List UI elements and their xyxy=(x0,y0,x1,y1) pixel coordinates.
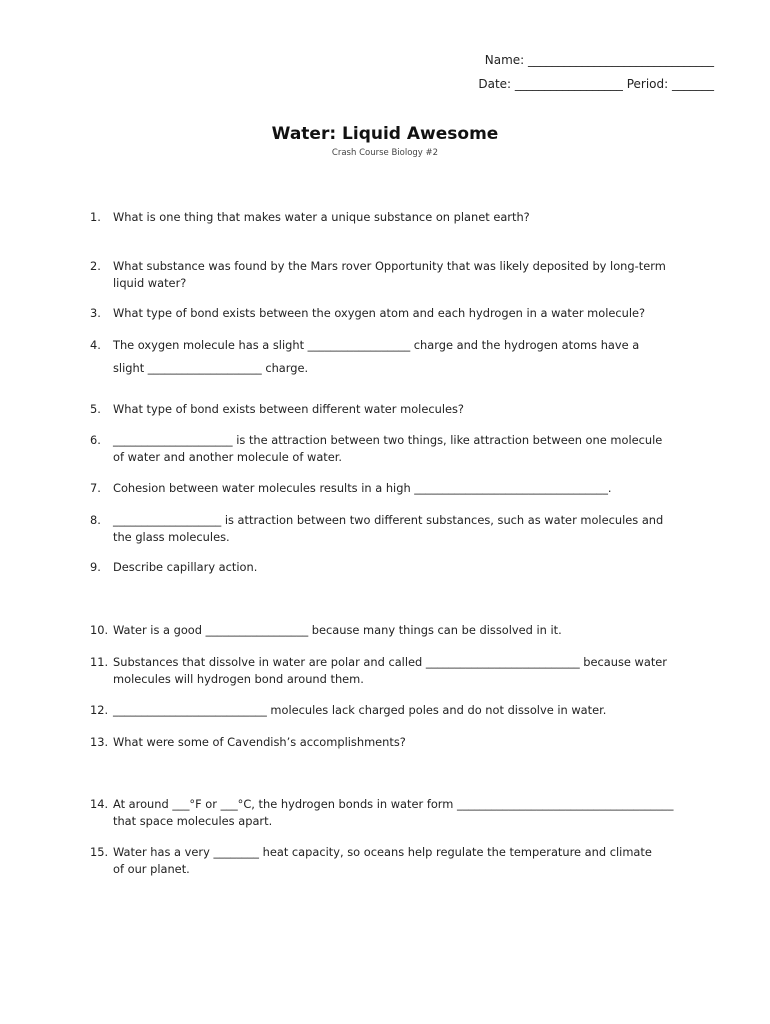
question-3 xyxy=(90,305,710,322)
question-number: 14. xyxy=(90,797,109,811)
question-number: 13. xyxy=(90,735,109,749)
question-text-continued: liquid water? xyxy=(113,275,187,290)
question-text: Water is a good __________________ because many things can be dissolved in it. xyxy=(113,623,562,637)
question-text: What substance was found by the Mars rover Opportunity that was likely deposited by long-term xyxy=(113,259,666,273)
question-text: Cohesion between water molecules results in a high __________________________________. xyxy=(113,481,612,495)
question-text-continued: slight ____________________ charge. xyxy=(113,360,309,375)
question-number: 10. xyxy=(90,623,109,637)
question-number: 5. xyxy=(90,402,101,416)
question-number: 1. xyxy=(90,210,101,224)
question-5 xyxy=(90,401,710,418)
question-text: What is one thing that makes water a unique substance on planet earth? xyxy=(113,210,530,224)
question-2 xyxy=(90,258,710,291)
question-number: 12. xyxy=(90,703,109,717)
question-8 xyxy=(90,512,710,545)
question-text: _____________________ is the attraction between two things, like attraction between one molecule xyxy=(113,433,663,447)
question-number: 6. xyxy=(90,433,101,447)
question-7 xyxy=(90,480,710,497)
worksheet-title: Water: Liquid Awesome xyxy=(271,124,499,144)
question-text: ___________________________ molecules lack charged poles and do not dissolve in water. xyxy=(113,703,607,717)
question-11 xyxy=(90,654,710,687)
date-period-field-label: Date: __________________ Period: _______ xyxy=(478,77,714,91)
question-text-continued: that space molecules apart. xyxy=(113,813,273,828)
question-text-continued: molecules will hydrogen bond around them. xyxy=(113,671,364,686)
question-text: What type of bond exists between the oxygen atom and each hydrogen in a water molecule? xyxy=(113,306,646,320)
question-text: What were some of Cavendish’s accomplishments? xyxy=(113,735,406,749)
question-text: What type of bond exists between different water molecules? xyxy=(113,402,464,416)
question-number: 11. xyxy=(90,655,109,669)
question-10 xyxy=(90,622,710,639)
question-number: 15. xyxy=(90,845,109,859)
question-text: Describe capillary action. xyxy=(113,560,258,574)
question-13 xyxy=(90,734,710,751)
question-12 xyxy=(90,702,710,719)
question-text: ___________________ is attraction between two different substances, such as water molecules and xyxy=(113,513,664,527)
question-text-continued: of our planet. xyxy=(113,861,190,876)
question-number: 2. xyxy=(90,259,101,273)
question-9 xyxy=(90,559,710,576)
question-text-continued: of water and another molecule of water. xyxy=(113,449,343,464)
question-4 xyxy=(90,337,710,376)
question-number: 4. xyxy=(90,338,101,352)
worksheet-subtitle: Crash Course Biology #2 xyxy=(331,148,439,158)
question-text: Water has a very ________ heat capacity, so oceans help regulate the temperature and climate xyxy=(113,845,652,859)
question-6 xyxy=(90,432,710,465)
question-number: 3. xyxy=(90,306,101,320)
name-field-label: Name: _______________________________ xyxy=(484,53,714,67)
question-text: Substances that dissolve in water are polar and called ___________________________ because water xyxy=(113,655,667,669)
question-number: 7. xyxy=(90,481,101,495)
question-number: 8. xyxy=(90,513,101,527)
question-1 xyxy=(90,209,710,226)
question-text-continued: the glass molecules. xyxy=(113,529,230,544)
question-text: The oxygen molecule has a slight __________________ charge and the hydrogen atoms have a xyxy=(113,338,640,352)
question-text: At around ___°F or ___°C, the hydrogen bonds in water form ______________________________________ xyxy=(113,797,674,811)
question-14 xyxy=(90,796,710,829)
question-15 xyxy=(90,844,710,877)
question-number: 9. xyxy=(90,560,101,574)
